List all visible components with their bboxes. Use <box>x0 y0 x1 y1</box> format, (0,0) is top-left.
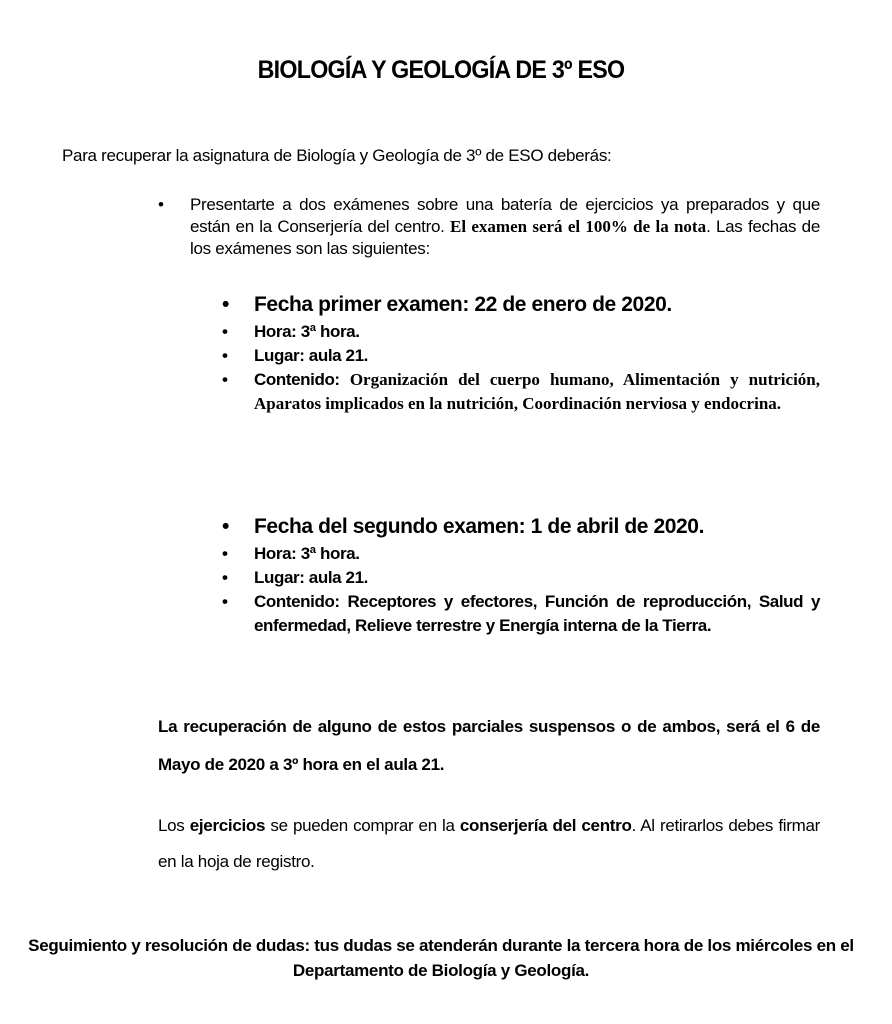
first-exam-hour-text: Hora: 3ª hora. <box>254 322 360 341</box>
bullet-marker: • <box>222 568 228 587</box>
main-bullet-text <box>190 194 820 260</box>
followup-paragraph: Seguimiento y resolución de dudas: tus dudas se atenderán durante la tercera hora de los miércoles en el Departamento de Biología y Geología. <box>28 936 854 980</box>
recovery-paragraph: La recuperación de alguno de estos parciales suspensos o de ambos, será el 6 de Mayo de 2020 a 3º hora en el aula 21. <box>158 717 820 774</box>
exercises-text-bold2: conserjería del centro <box>459 816 632 835</box>
first-exam-date-text: Fecha primer examen: 22 de enero de 2020. <box>254 293 672 316</box>
second-exam-date-text: Fecha del segundo examen: 1 de abril de 2020. <box>254 515 705 538</box>
bullet-marker: • <box>222 544 228 563</box>
second-exam-content <box>222 590 820 638</box>
first-exam-list <box>222 290 820 416</box>
first-exam-date <box>222 290 820 320</box>
exercises-text-part3: . Al retirarlos debes firmar en la hoja de registro. <box>158 816 820 871</box>
bullet-marker: • <box>158 195 164 214</box>
second-exam-date <box>222 512 820 542</box>
bullet-marker: • <box>222 592 228 611</box>
main-bullet-text-part2: . Las fechas de los exámenes son las siguientes: <box>190 217 820 258</box>
intro-paragraph: Para recuperar la asignatura de Biología y Geología de 3º de ESO deberás: <box>62 146 612 165</box>
bullet-marker: • <box>222 322 228 341</box>
main-bullet-item <box>158 194 820 260</box>
exercises-text-bold1: ejercicios <box>189 816 266 835</box>
first-exam-content <box>222 368 820 416</box>
exercises-paragraph <box>158 808 820 880</box>
main-bullet-text-bold: El examen será el 100% de la nota <box>450 217 707 236</box>
second-exam-content-text: Contenido: Receptores y efectores, Función de reproducción, Salud y enfermedad, Relieve terrestre y Energía interna de la Tierra. <box>254 592 820 635</box>
exercises-text-part1: Los <box>158 816 190 835</box>
exercises-text-part2: se pueden comprar en la <box>265 816 460 835</box>
second-exam-place <box>222 566 820 590</box>
document-title: BIOLOGÍA Y GEOLOGÍA DE 3º ESO <box>257 56 625 84</box>
second-exam-hour <box>222 542 820 566</box>
bullet-marker: • <box>222 370 228 389</box>
bullet-marker: • <box>222 293 229 316</box>
bullet-marker: • <box>222 346 228 365</box>
bullet-marker: • <box>222 515 229 538</box>
first-exam-hour <box>222 320 820 344</box>
main-bullet-text-part1: Presentarte a dos exámenes sobre una batería de ejercicios ya preparados y que están en la Conserjería del centro. <box>190 195 820 236</box>
first-exam-place-text: Lugar: aula 21. <box>254 346 368 365</box>
first-exam-place <box>222 344 820 368</box>
first-exam-content-label: Contenido: <box>254 370 350 389</box>
second-exam-list <box>222 512 820 638</box>
first-exam-content-text: Organización del cuerpo humano, Alimentación y nutrición, Aparatos implicados en la nutrición, Coordinación nerviosa y endocrina. <box>254 370 820 413</box>
second-exam-place-text: Lugar: aula 21. <box>254 568 368 587</box>
second-exam-hour-text: Hora: 3ª hora. <box>254 544 360 563</box>
